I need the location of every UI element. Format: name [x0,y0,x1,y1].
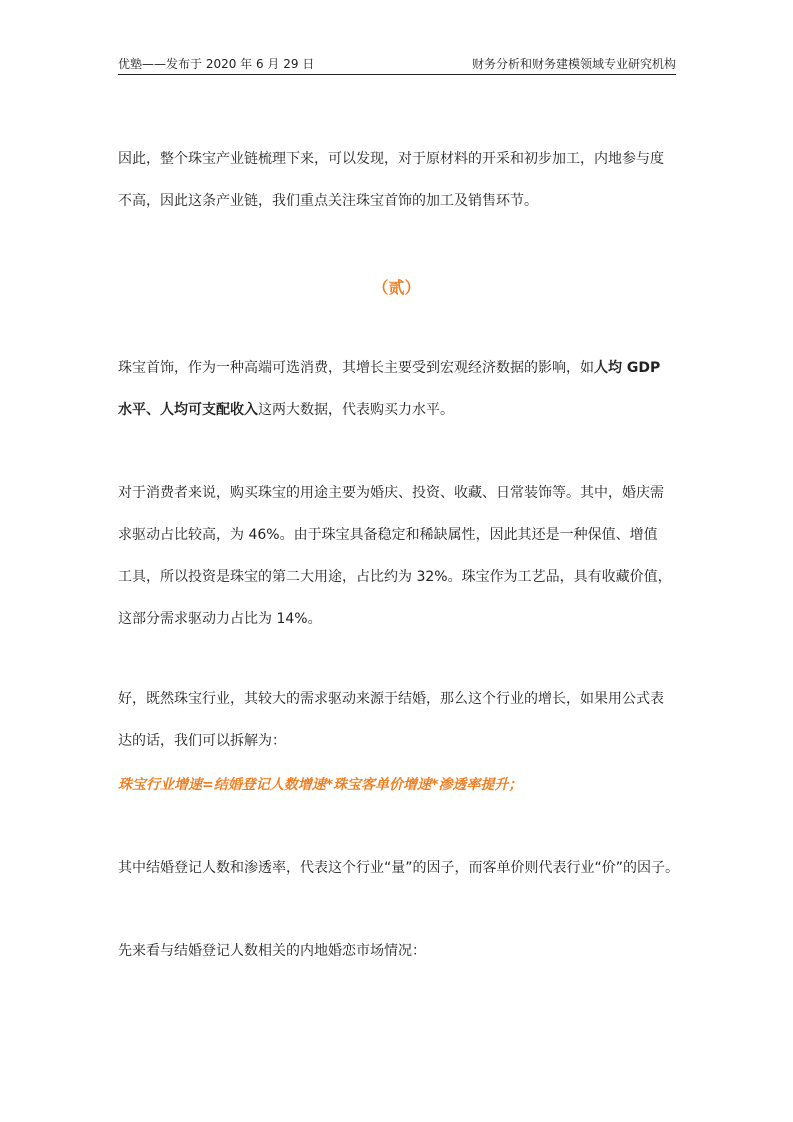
header-publish-info: 优塾——发布于 2020 年 6 月 29 日 [118,57,315,71]
section-title: （贰） [372,278,421,297]
paragraph-line: 因此，整个珠宝产业链梳理下来，可以发现，对于原材料的开采和初步加工，内地参与度 [118,151,664,167]
bold-text: 人均 GDP [594,360,661,376]
paragraph-marriage-market-intro [118,942,678,984]
paragraph-line: 工具，所以投资是珠宝的第二大用途，占比约为 32%。珠宝作为工艺品，具有收藏价值， [118,569,672,585]
paragraph-line [118,359,678,401]
paragraph-line: 好，既然珠宝行业，其较大的需求驱动来源于结婚，那么这个行业的增长，如果用公式表 [118,691,664,707]
text-span: 珠宝首饰，作为一种高端可选消费，其增长主要受到宏观经济数据的影响，如 [118,360,594,376]
paragraph-demand-breakdown [118,484,678,652]
page-header [118,54,676,75]
paragraph-line: 这部分需求驱动力占比为 14%。 [118,611,322,627]
paragraph-industry-chain [118,150,678,234]
paragraph-line: 不高，因此这条产业链，我们重点关注珠宝首饰的加工及销售环节。 [118,193,538,209]
text-span: 这两大数据，代表购买力水平。 [258,402,454,418]
growth-formula: 珠宝行业增速=结婚登记人数增速*珠宝客单价增速*渗透率提升； [118,777,523,793]
paragraph-line: 先来看与结婚登记人数相关的内地婚恋市场情况： [118,943,426,959]
paragraph-growth-formula-intro [118,690,678,774]
paragraph-line: 达的话，我们可以拆解为： [118,733,286,749]
paragraph-line: 其中结婚登记人数和渗透率，代表这个行业“量”的因子，而客单价则代表行业“价”的因子。 [118,860,680,876]
paragraph-line: 对于消费者来说，购买珠宝的用途主要为婚庆、投资、收藏、日常装饰等。其中，婚庆需 [118,485,664,501]
paragraph-volume-price-factors [118,859,678,901]
bold-text: 水平、人均可支配收入 [118,402,258,418]
paragraph-macro-factors [118,359,678,443]
header-org-tagline: 财务分析和财务建模领域专业研究机构 [471,57,676,71]
paragraph-line [118,401,678,443]
paragraph-line: 求驱动占比较高，为 46%。由于珠宝具备稳定和稀缺属性，因此其还是一种保值、增值 [118,527,658,543]
